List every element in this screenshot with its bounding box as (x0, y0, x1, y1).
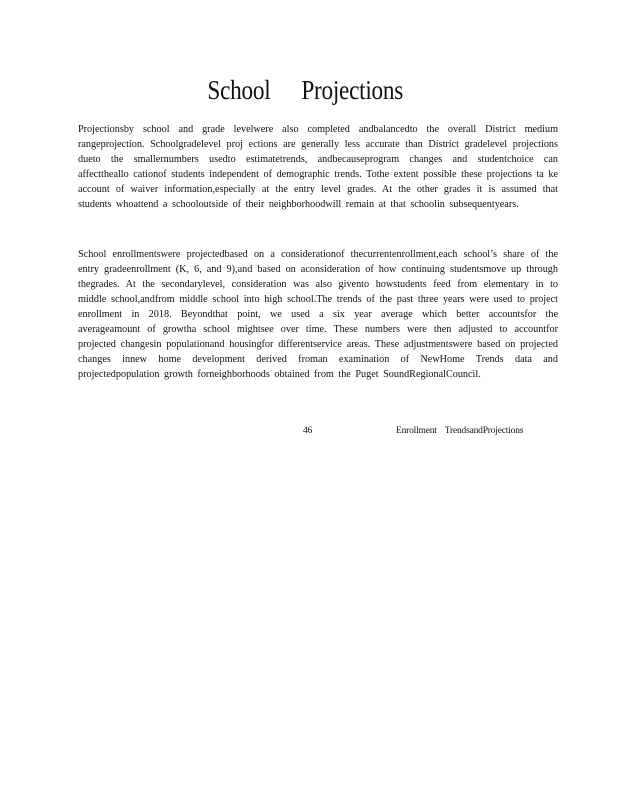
page-title-word-2: Projections (301, 75, 403, 105)
page-title (39, 74, 570, 106)
body-paragraph-2: School enrollmentswere projectedbased on a considerationof thecurrentenrollment,each school’s share of the entry gradeenrollment (K, 6, and 9),and based on aconsideration of how continuing studentsmove up through thegrades. At the secondarylevel, consideration was also givento howstudents feed from elementary in to middle school,andfrom middle school into high school.The trends of the past three years were used to project enrollment in 2018. Beyondthat point, we used a six year average which better accountsfor the averageamount of growtha school mightsee over time. These numbers were then adjusted to accountfor projected changesin populationand housingfor differentservice areas. These adjustmentswere based on projected changes innew home development derived froman examination of NewHome Trends data and projectedpopulation growth forneighborhoods obtained from the Puget SoundRegionalCouncil. (78, 249, 558, 380)
body-paragraph-1: Projectionsby school and grade levelwere also completed andbalancedto the overall District medium rangeprojection. Schoolgradelevel proj ections are generally less accurate than District gradelevel projections dueto the smallernumbers usedto estimatetrends, andbecauseprogram changes and studentchoice can affecttheallo cationof students independent of demographic trends. Tothe extent possible these projections ta ke account of waiver information,especially at the entry level grades. At the other grades it is assumed that students whoattend a schooloutside of their neighborhoodwill remain at that schoolin subsequentyears. (78, 124, 558, 210)
footer-section-label: Enrollment TrendsandProjections (396, 426, 524, 436)
page-number: 46 (303, 426, 313, 436)
page-title-word-1: School (207, 75, 271, 105)
